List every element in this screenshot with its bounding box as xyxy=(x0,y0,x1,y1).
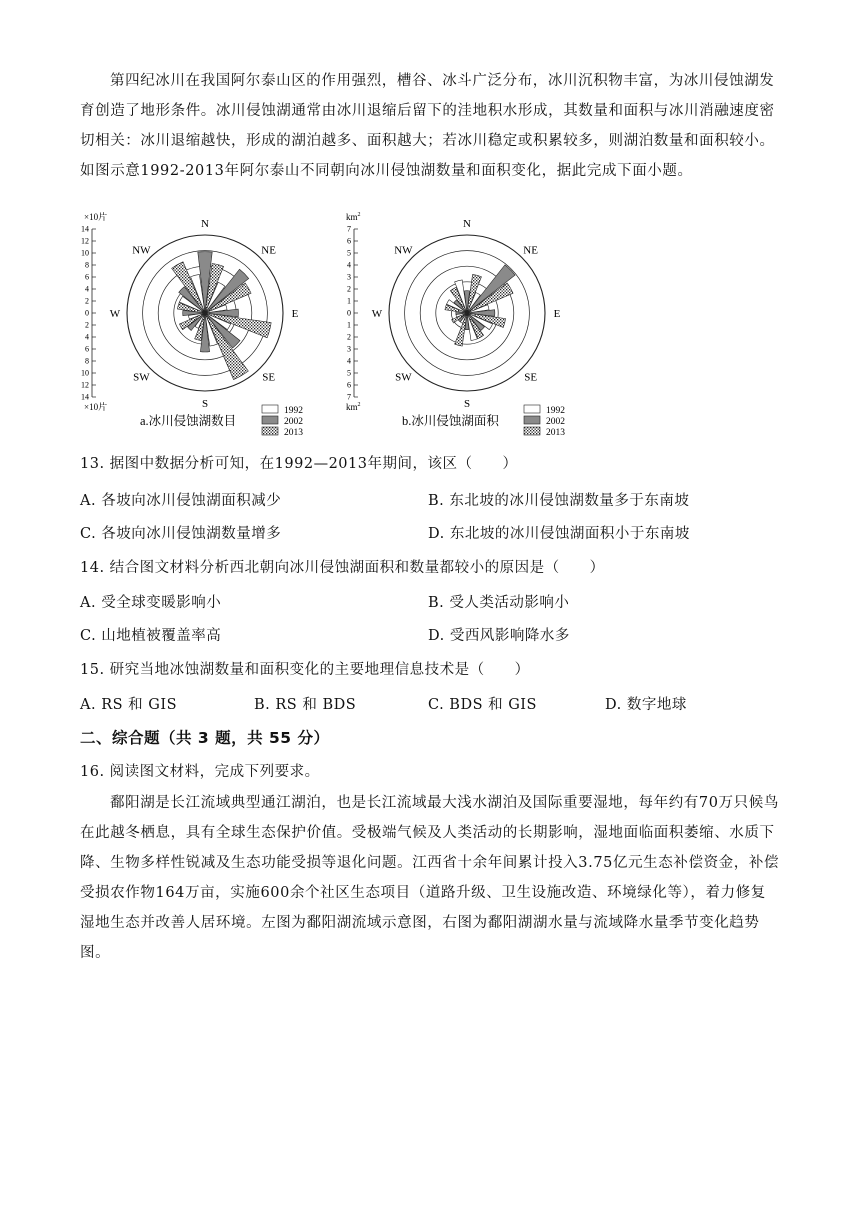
axis-tick-label: 6 xyxy=(347,380,351,390)
q15-option-a[interactable]: A. RS 和 GIS xyxy=(80,697,178,713)
intro-paragraph: 第四纪冰川在我国阿尔泰山区的作用强烈，槽谷、冰斗广泛分布，冰川沉积物丰富，为冰川侵蚀湖发育创造了地形条件。冰川侵蚀湖通常由冰川退缩后留下的洼地积水形成，其数量和面积与冰川消融速度密切相关：冰川退缩越快，形成的湖泊越多、面积越大；若冰川稳定或积累较多，则湖泊数量和面积较小。如图示意1992-2013年阿尔泰山不同朝向冰川侵蚀湖数量和面积变化，据此完成下面小题。 xyxy=(80,73,775,179)
axis-tick-label: 4 xyxy=(347,356,351,366)
unit-sup: 2 xyxy=(357,212,361,218)
legend-swatch-1992 xyxy=(524,405,540,413)
axis-tick-label: 8 xyxy=(85,260,89,270)
q14-option-a[interactable]: A. 受全球变暖影响小 xyxy=(80,595,222,611)
legend-label-2013: 2013 xyxy=(546,428,565,438)
direction-label-nw: NW xyxy=(132,244,151,257)
axis-tick-label: 3 xyxy=(347,344,351,354)
axis-tick-label: 7 xyxy=(347,392,351,402)
axis-tick-label: 0 xyxy=(85,308,89,318)
q13-option-b[interactable]: B. 东北坡的冰川侵蚀湖数量多于东南坡 xyxy=(428,493,690,509)
q13-option-d[interactable]: D. 东北坡的冰川侵蚀湖面积小于东南坡 xyxy=(428,526,690,542)
q13-option-c[interactable]: C. 各坡向冰川侵蚀湖数量增多 xyxy=(80,526,282,542)
legend-swatch-2013 xyxy=(524,427,540,435)
section-heading: 二、综合题（共 3 题，共 55 分） xyxy=(80,729,330,747)
axis-tick-label: 12 xyxy=(81,380,89,390)
q14-option-d[interactable]: D. 受西风影响降水多 xyxy=(428,628,570,644)
axis-tick-label: 14 xyxy=(81,392,89,402)
legend-label-2013: 2013 xyxy=(284,428,303,438)
unit-sup: 2 xyxy=(357,402,361,408)
direction-label-e: E xyxy=(553,308,561,320)
direction-label-n: N xyxy=(463,218,471,230)
direction-label-ne: NE xyxy=(261,244,276,257)
direction-label-s: S xyxy=(463,398,471,410)
q15-stem: 15. 研究当地冰蚀湖数量和面积变化的主要地理信息技术是（ ） xyxy=(80,662,530,678)
q13-option-a[interactable]: A. 各坡向冰川侵蚀湖面积减少 xyxy=(80,493,282,509)
axis-tick-label: 1 xyxy=(347,296,351,306)
direction-label-se: SE xyxy=(262,371,276,384)
axis-tick-label: 0 xyxy=(347,308,351,318)
axis-tick-label: 10 xyxy=(81,248,89,258)
axis-tick-label: 2 xyxy=(85,296,89,306)
direction-label-w: W xyxy=(371,308,383,320)
q14-option-c[interactable]: C. 山地植被覆盖率高 xyxy=(80,628,222,644)
axis-tick-label: 7 xyxy=(347,224,351,234)
axis-tick-label: 2 xyxy=(85,320,89,330)
q13-stem: 13. 据图中数据分析可知，在1992—2013年期间，该区（ ） xyxy=(80,456,518,472)
axis-tick-label: 4 xyxy=(347,260,351,270)
legend-swatch-1992 xyxy=(262,405,278,413)
axis-tick-label: 5 xyxy=(347,248,351,258)
legend-label-2002: 2002 xyxy=(546,417,565,427)
unit-bottom-label: $km^2$ xyxy=(346,402,361,412)
q16-stem: 16. 阅读图文材料，完成下列要求。 xyxy=(80,764,320,780)
axis-tick-label: 5 xyxy=(347,368,351,378)
q14-stem: 14. 结合图文材料分析西北朝向冰川侵蚀湖面积和数量都较小的原因是（ ） xyxy=(80,560,605,576)
q15-option-b[interactable]: B. RS 和 BDS xyxy=(254,697,357,713)
axis-tick-label: 6 xyxy=(347,236,351,246)
direction-label-ne: NE xyxy=(523,244,538,257)
rose-figure xyxy=(80,205,620,445)
direction-label-e: E xyxy=(291,308,299,320)
axis-tick-label: 8 xyxy=(85,356,89,366)
axis-tick-label: 4 xyxy=(85,284,89,294)
axis-tick-label: 4 xyxy=(85,332,89,342)
legend-label-1992: 1992 xyxy=(284,406,303,416)
legend-swatch-2002 xyxy=(262,416,278,424)
axis-tick-label: 3 xyxy=(347,272,351,282)
axis-tick-label: 6 xyxy=(85,272,89,282)
q16-material: 鄱阳湖是长江流域典型通江湖泊，也是长江流域最大浅水湖泊及国际重要湿地，每年约有70万只候鸟在此越冬栖息，具有全球生态保护价值。受极端气候及人类活动的长期影响，湿地面临面积萎缩、水质下降、生物多样性锐减及生态功能受损等退化问题。江西省十余年间累计投入3.75亿元生态补偿资金，补偿受损农作物164万亩，实施600余个社区生态项目（道路升级、卫生设施改造、环境绿化等），着力修复湿地生态并改善人居环境。左图为鄱阳湖流域示意图，右图为鄱阳湖湖水量与流域降水量季节变化趋势图。 xyxy=(80,795,780,961)
direction-label-se: SE xyxy=(524,371,538,384)
axis-tick-label: 6 xyxy=(85,344,89,354)
legend-label-1992: 1992 xyxy=(546,406,565,416)
axis-tick-label: 2 xyxy=(347,332,351,342)
q14-option-b[interactable]: B. 受人类活动影响小 xyxy=(428,595,570,611)
direction-label-n: N xyxy=(201,218,209,230)
axis-tick-label: 1 xyxy=(347,320,351,330)
axis-tick-label: 14 xyxy=(81,224,89,234)
unit-top-label: ×10片 xyxy=(84,212,108,222)
legend-swatch-2013 xyxy=(262,427,278,435)
axis-tick-label: 10 xyxy=(81,368,89,378)
direction-label-w: W xyxy=(109,308,121,320)
unit-bottom-label: ×10片 xyxy=(84,402,108,412)
direction-label-s: S xyxy=(201,398,209,410)
q15-option-c[interactable]: C. BDS 和 GIS xyxy=(428,697,537,713)
legend-swatch-2002 xyxy=(524,416,540,424)
chart-caption: b.冰川侵蚀湖面积 xyxy=(402,414,499,428)
direction-label-sw: SW xyxy=(395,371,412,384)
direction-label-nw: NW xyxy=(394,244,413,257)
unit-top-label: $km^2$ xyxy=(346,212,361,222)
axis-tick-label: 12 xyxy=(81,236,89,246)
axis-tick-label: 2 xyxy=(347,284,351,294)
chart-caption: a.冰川侵蚀湖数目 xyxy=(140,414,237,428)
rose-charts xyxy=(80,205,620,441)
legend-label-2002: 2002 xyxy=(284,417,303,427)
q15-option-d[interactable]: D. 数字地球 xyxy=(605,697,687,713)
direction-label-sw: SW xyxy=(133,371,150,384)
